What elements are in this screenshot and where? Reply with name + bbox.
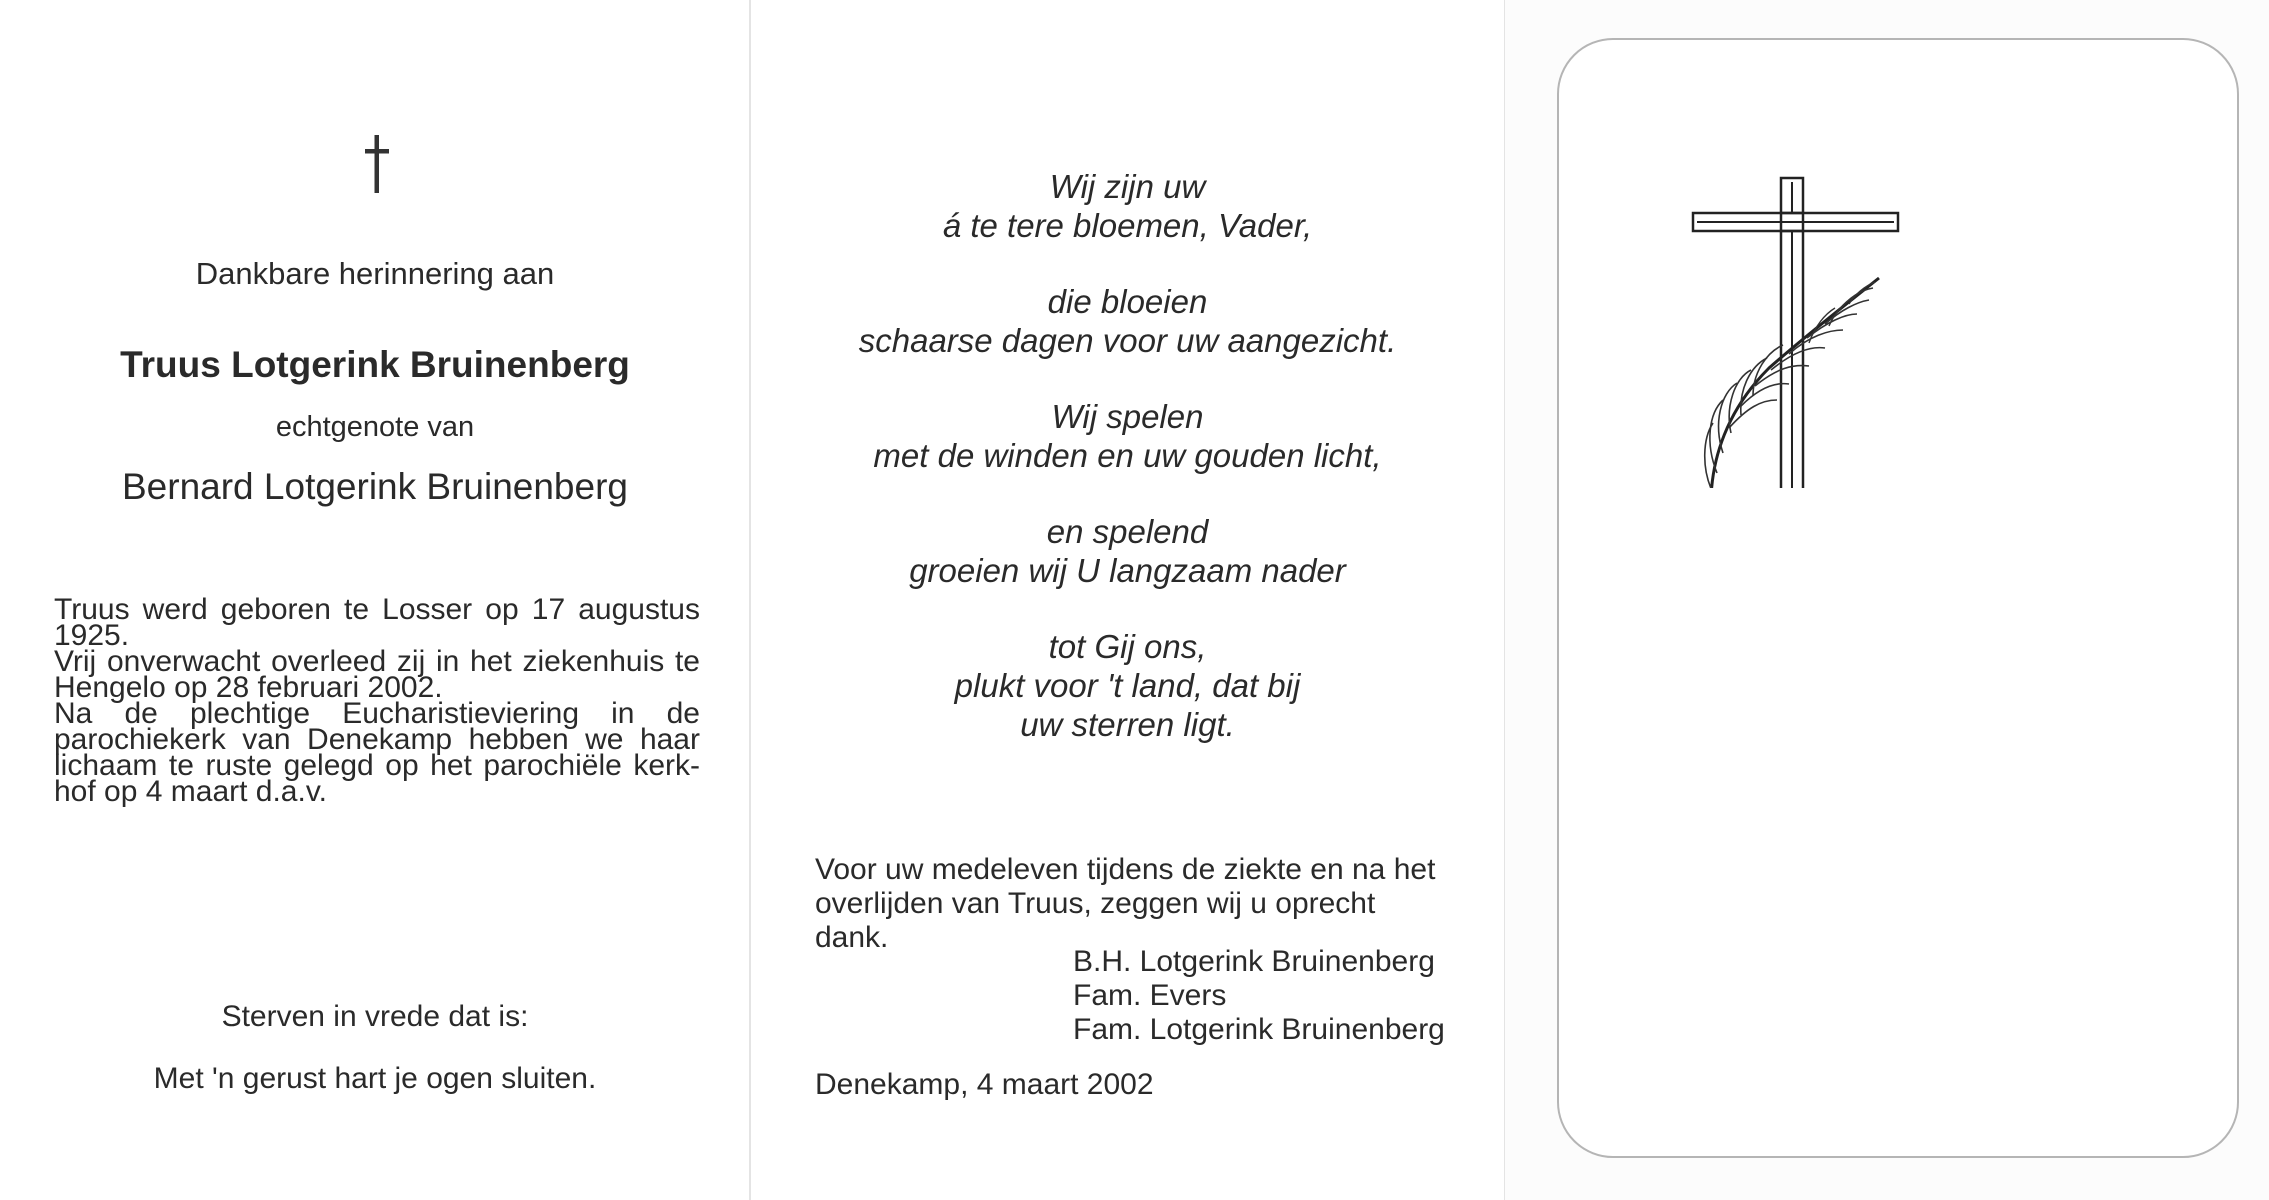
- bio-line: Truus werd geboren te Losser op 17 augustus: [54, 593, 700, 626]
- card-front: [1557, 38, 2239, 1158]
- poem-stanza: [750, 167, 1505, 245]
- cross-icon: [365, 135, 389, 193]
- signer: Fam. Lotgerink Bruinenberg: [1073, 1013, 1445, 1046]
- memorial-card-right-panel: [1505, 0, 2269, 1200]
- saying-line-2: Met 'n gerust hart je ogen sluiten.: [153, 1062, 597, 1095]
- bio-line: lichaam te ruste gelegd op het parochiële kerk-: [54, 749, 700, 782]
- bio-line: Na de plechtige Eucharistieviering in de: [54, 697, 700, 730]
- thanks-line: Voor uw medeleven tijdens de ziekte en na het: [815, 853, 1436, 886]
- poem-line: die bloeien: [1047, 283, 1208, 320]
- signer: B.H. Lotgerink Bruinenberg: [1073, 945, 1435, 978]
- memorial-card-middle-panel: [750, 0, 1505, 1200]
- poem-line: schaarse dagen voor uw aangezicht.: [858, 322, 1397, 359]
- bio-line: Hengelo op 28 februari 2002.: [54, 671, 443, 704]
- poem-line: met de winden en uw gouden licht,: [873, 437, 1382, 474]
- bio-line: hof op 4 maart d.a.v.: [54, 775, 327, 808]
- signer: Fam. Evers: [1073, 979, 1227, 1012]
- poem-line: en spelend: [1046, 513, 1209, 550]
- poem-stanza: [750, 397, 1505, 475]
- thanks-line: overlijden van Truus, zeggen wij u oprecht dank.: [815, 887, 1376, 954]
- bio-line: Vrij onverwacht overleed zij in het ziekenhuis te: [54, 645, 700, 678]
- thanks-text: [815, 853, 1455, 955]
- poem-line: groeien wij U langzaam nader: [909, 552, 1346, 589]
- poem-stanza: [750, 282, 1505, 360]
- poem-line: tot Gij ons,: [1048, 628, 1207, 665]
- place-date: Denekamp, 4 maart 2002: [815, 1068, 1154, 1101]
- relation-text: echtgenote van: [275, 411, 475, 443]
- poem-line: á te tere bloemen, Vader,: [942, 207, 1313, 244]
- deceased-name: Truus Lotgerink Bruinenberg: [120, 344, 630, 385]
- poem-line: Wij zijn uw: [1049, 168, 1206, 205]
- poem-line: plukt voor 't land, dat bij: [954, 667, 1301, 704]
- poem-stanza: [750, 627, 1505, 744]
- poem-line: Wij spelen: [1051, 398, 1204, 435]
- bio-line: 1925.: [54, 619, 130, 652]
- cross-with-palm-icon: [1689, 138, 1919, 488]
- memorial-card-left-panel: [0, 0, 750, 1200]
- bio-line: parochiekerk van Denekamp hebben we haar: [54, 723, 700, 756]
- intro-text: Dankbare herinnering aan: [195, 256, 555, 291]
- saying-line-1: Sterven in vrede dat is:: [221, 1000, 529, 1033]
- signers: [1073, 945, 1445, 1047]
- poem-stanza: [750, 512, 1505, 590]
- spouse-name: Bernard Lotgerink Bruinenberg: [122, 466, 628, 507]
- biography: [54, 593, 700, 808]
- poem-line: uw sterren ligt.: [1020, 706, 1235, 743]
